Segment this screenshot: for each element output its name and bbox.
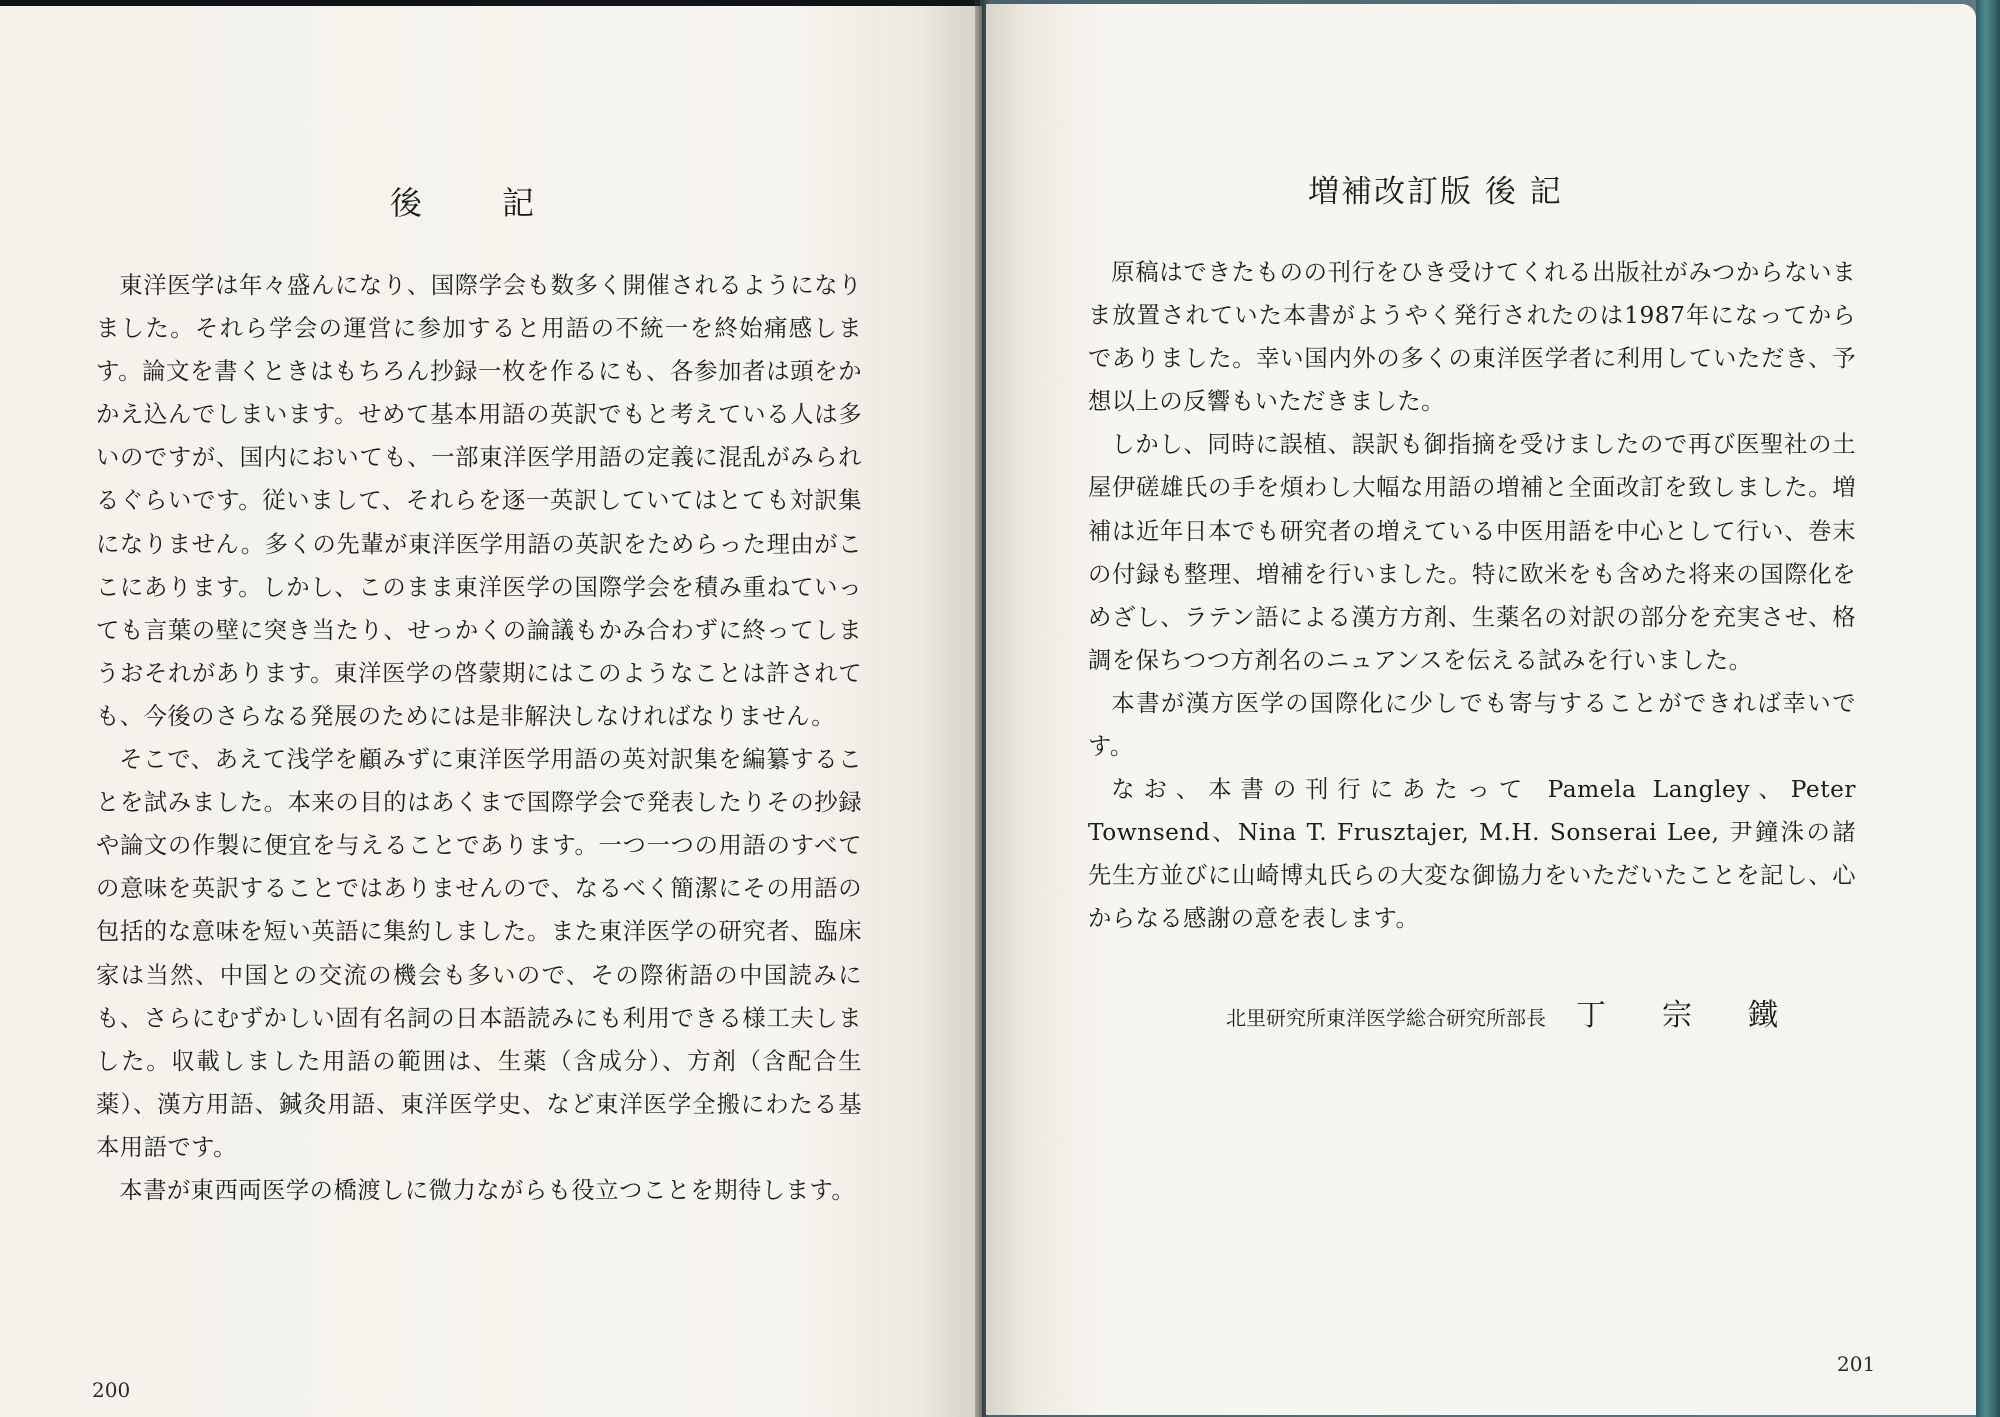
paragraph: 本書が東西両医学の橋渡しに微力ながらも役立つことを期待します。 xyxy=(119,1176,856,1204)
right-page xyxy=(986,4,1976,1415)
book-cover-edge xyxy=(1976,0,2000,1417)
left-page xyxy=(0,6,982,1417)
page-number: 201 xyxy=(1837,1352,1876,1376)
paragraph: 本書が漢方医学の国際化に少しでも寄与することができれば幸いです。 xyxy=(1088,689,1856,761)
paragraph: 東洋医学は年々盛んになり、国際学会も数多く開催されるようになりました。それら学会の運営に参加すると用語の不統一を終始痛感します。論文を書くときはもちろん抄録一枚を作るにも、各参加者は頭をかかえ込んでしまいます。せめて基本用語の英訳でもと考えている人は多いのですが、国内においても、一部東洋医学用語の定義に混乱がみられるぐらいです。従いまして、それらを逐一英訳していてはとても対訳集になりません。多くの先輩が東洋医学用語の英訳をためらった理由がここにあります。しかし、このまま東洋医学の国際学会を積み重ねていっても言葉の壁に突き当たり、せっかくの論議もかみ合わずに終ってしまうおそれがあります。東洋医学の啓蒙期にはこのようなことは許されても、今後のさらなる発展のためには是非解決しなければなりません。 xyxy=(96,272,862,730)
author-signature xyxy=(1226,990,1834,1034)
page-number: 200 xyxy=(92,1378,131,1402)
paragraph: そこで、あえて浅学を顧みずに東洋医学用語の英対訳集を編纂することを試みました。本来の目的はあくまで国際学会で発表したりその抄録や論文の作製に便宜を与えることであります。一つ一つの用語のすべての意味を英訳することではありませんので、なるべく簡潔にその用語の包括的な意味を短い英語に集約しました。また東洋医学の研究者、臨床家は当然、中国との交流の機会も多いので、その際術語の中国読みにも、さらにむずかしい固有名詞の日本語読みにも利用できる様工夫しました。収載しました用語の範囲は、生薬（含成分）、方剤（含配合生薬）、漢方用語、鍼灸用語、東洋医学史、など東洋医学全搬にわたる基本用語です。 xyxy=(96,746,862,1161)
page-heading: 後記 xyxy=(390,184,615,222)
paragraph: なお、本書の刊行にあたって Pamela Langley、Peter Townsend、Nina T. Frusztajer, M.H. Sonserai Lee, 尹鐘洙の諸先生方並びに山崎博丸氏らの大変な御協力をいただいたことを記し、心からなる感謝の意を表します。 xyxy=(1088,776,1856,933)
paragraph: 原稿はできたものの刊行をひき受けてくれる出版社がみつからないまま放置されていた本書がようやく発行されたのは1987年になってからでありました。幸い国内外の多くの東洋医学者に利用していただき、予想以上の反響もいただきました。 xyxy=(1088,259,1856,416)
page-heading: 増補改訂版 後 記 xyxy=(1308,174,1563,210)
body-text xyxy=(96,264,862,1212)
author-title: 北里研究所東洋医学総合研究所部長 xyxy=(1226,1006,1546,1030)
author-name: 丁宗鐵 xyxy=(1576,998,1834,1033)
paragraph: しかし、同時に誤植、誤訳も御指摘を受けましたので再び医聖社の土屋伊磋雄氏の手を煩わし大幅な用語の増補と全面改訂を致しました。増補は近年日本でも研究者の増えている中医用語を中心として行い、巻末の付録も整理、増補を行いました。特に欧米をも含めた将来の国際化をめざし、ラテン語による漢方方剤、生薬名の対訳の部分を充実させ、格調を保ちつつ方剤名のニュアンスを伝える試みを行いました。 xyxy=(1088,431,1856,674)
body-text xyxy=(1088,251,1856,941)
